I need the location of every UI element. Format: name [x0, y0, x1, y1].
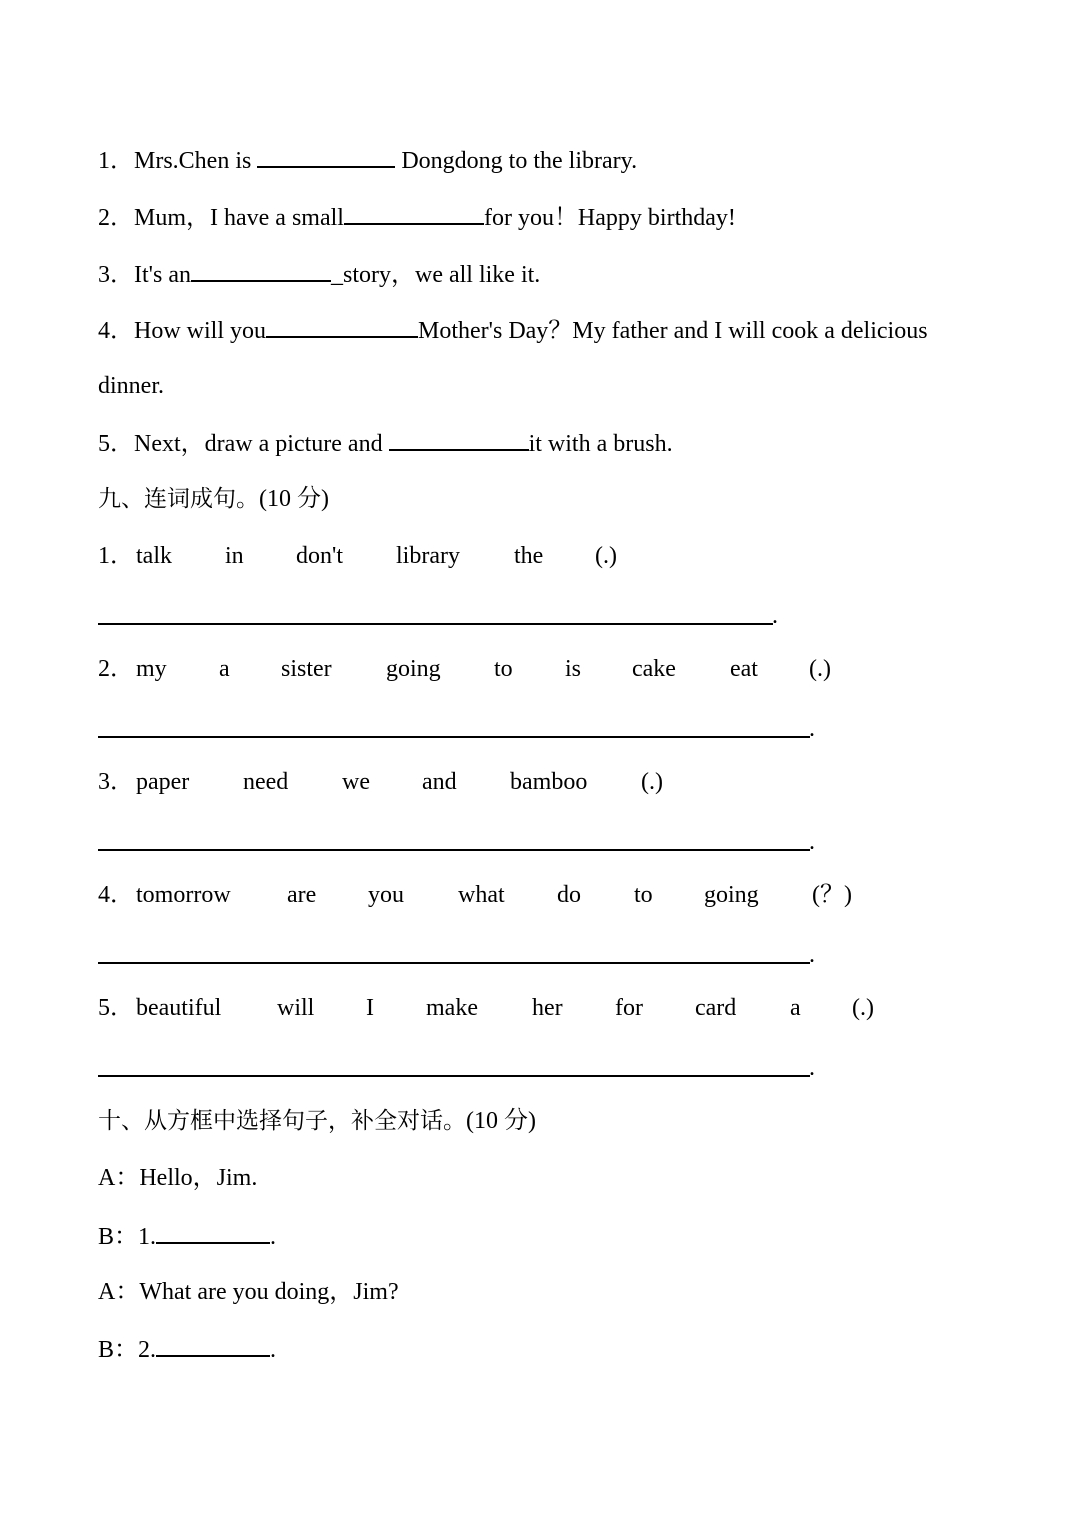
- item-number: 1．: [98, 543, 134, 569]
- speaker: B：: [98, 1337, 139, 1363]
- dialog-end: .: [270, 1224, 277, 1250]
- item-number: 4．: [98, 318, 134, 344]
- word: don't: [296, 543, 343, 569]
- answer-line-5[interactable]: [98, 1055, 810, 1077]
- word: cake: [632, 656, 676, 682]
- answer-blank[interactable]: [156, 1333, 270, 1357]
- word: (？): [812, 882, 852, 908]
- word: make: [426, 995, 478, 1021]
- dialog-line-1: [98, 1163, 257, 1193]
- word: going: [386, 656, 441, 682]
- item-number: 2．: [98, 205, 134, 231]
- word: her: [532, 995, 563, 1021]
- section-points: (10 分): [259, 486, 329, 512]
- word: need: [243, 769, 289, 795]
- word: library: [396, 543, 460, 569]
- speaker: A：: [98, 1279, 140, 1305]
- fill-blank-1: [98, 144, 637, 176]
- answer-blank[interactable]: [191, 258, 331, 282]
- dialog-line-4: [98, 1333, 276, 1365]
- item-number: 3．: [98, 769, 134, 795]
- word: sister: [281, 656, 332, 682]
- item-number: 2．: [98, 656, 134, 682]
- answer-blank[interactable]: [156, 1220, 270, 1244]
- word: beautiful: [136, 995, 222, 1021]
- answer-end-period: .: [809, 716, 815, 742]
- fill-blank-2: [98, 201, 736, 233]
- word: (.): [595, 543, 617, 569]
- word: going: [704, 882, 759, 908]
- dialog-end: .: [270, 1337, 277, 1363]
- word: is: [565, 656, 582, 682]
- word: and: [422, 769, 457, 795]
- speaker: A：: [98, 1165, 140, 1191]
- word: what: [458, 882, 505, 908]
- section-9-heading: [98, 484, 329, 514]
- word: to: [494, 656, 513, 682]
- dialog-text: 2.: [138, 1337, 157, 1363]
- word: (.): [641, 769, 663, 795]
- word: (.): [809, 656, 831, 682]
- word: are: [287, 882, 317, 908]
- section-title: 十、从方框中选择句子，补全对话。: [98, 1108, 466, 1134]
- dialog-text: 1.: [138, 1224, 157, 1250]
- answer-line-3[interactable]: [98, 829, 810, 851]
- dialog-text: What are you doing，Jim?: [139, 1279, 399, 1305]
- fill-blank-3: [98, 258, 540, 290]
- fill-blank-5: [98, 427, 673, 459]
- word: in: [225, 543, 244, 569]
- answer-line-1[interactable]: [98, 603, 773, 625]
- answer-blank[interactable]: [389, 427, 529, 451]
- answer-end-period: .: [772, 603, 778, 629]
- dialog-line-2: [98, 1220, 276, 1252]
- fill-blank-4: [98, 314, 928, 346]
- speaker: B：: [98, 1224, 139, 1250]
- dialog-line-3: [98, 1277, 399, 1307]
- word: card: [695, 995, 737, 1021]
- word: you: [368, 882, 404, 908]
- word: to: [634, 882, 653, 908]
- word: the: [514, 543, 544, 569]
- word: I: [366, 995, 374, 1021]
- answer-blank[interactable]: [344, 201, 484, 225]
- word: eat: [730, 656, 758, 682]
- word: do: [557, 882, 581, 908]
- text-after: it with a brush.: [528, 431, 673, 457]
- text-before: How will you: [134, 318, 266, 344]
- word: a: [790, 995, 801, 1021]
- text-before: Mrs.Chen is: [134, 148, 258, 174]
- item-number: 5．: [98, 431, 134, 457]
- answer-blank[interactable]: [257, 144, 395, 168]
- word: for: [615, 995, 643, 1021]
- answer-blank[interactable]: [266, 314, 418, 338]
- text-after: for you！Happy birthday!: [483, 205, 736, 231]
- answer-end-period: .: [809, 829, 815, 855]
- text-after: Mother's Day？My father and I will cook a delicious: [418, 318, 928, 344]
- section-title: 九、连词成句。: [98, 486, 259, 512]
- word: we: [342, 769, 370, 795]
- word: bamboo: [510, 769, 588, 795]
- text-before: Next，draw a picture and: [134, 431, 389, 457]
- text-after: Dongdong to the library.: [401, 148, 638, 174]
- answer-end-period: .: [809, 942, 815, 968]
- word: talk: [136, 543, 172, 569]
- answer-end-period: .: [809, 1055, 815, 1081]
- word: a: [219, 656, 230, 682]
- word: (.): [852, 995, 874, 1021]
- item-number: 1．: [98, 148, 134, 174]
- dialog-text: Hello，Jim.: [139, 1165, 258, 1191]
- item-number: 3．: [98, 262, 134, 288]
- word: will: [277, 995, 315, 1021]
- section-10-heading: [98, 1106, 536, 1136]
- text-before: Mum，I have a small: [134, 205, 344, 231]
- answer-line-4[interactable]: [98, 942, 810, 964]
- fill-blank-4-continuation: dinner.: [98, 373, 164, 399]
- word: paper: [136, 769, 190, 795]
- word: my: [136, 656, 167, 682]
- item-number: 4．: [98, 882, 134, 908]
- item-number: 5．: [98, 995, 134, 1021]
- section-points: (10 分): [466, 1108, 536, 1134]
- text-after: _story，we all like it.: [330, 262, 541, 288]
- word: tomorrow: [136, 882, 231, 908]
- text-before: It's an: [134, 262, 191, 288]
- answer-line-2[interactable]: [98, 716, 810, 738]
